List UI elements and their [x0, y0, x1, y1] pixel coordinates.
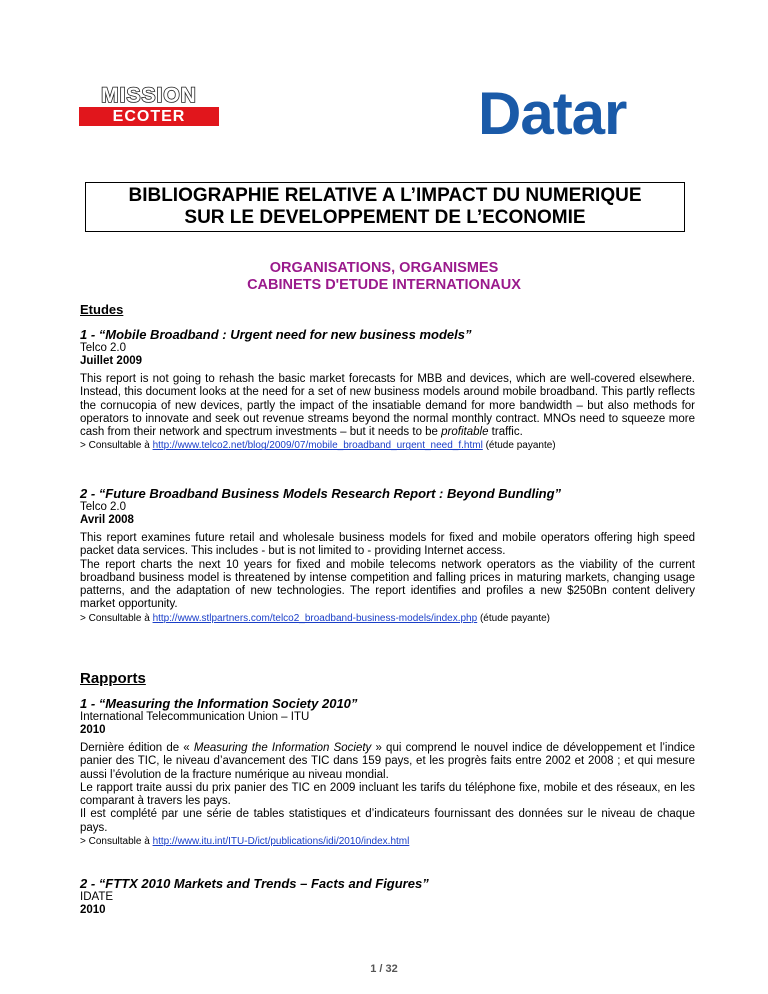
section-heading-line-2: CABINETS D'ETUDE INTERNATIONAUX [247, 277, 521, 293]
rapport-2-publisher: IDATE [80, 891, 114, 903]
datar-logo: Datar [478, 80, 627, 147]
title-line-1: BIBLIOGRAPHIE RELATIVE A L’IMPACT DU NUMERIQUE [128, 185, 642, 206]
etude-2-publisher: Telco 2.0 [80, 501, 127, 513]
page-number: 1 / 32 [370, 963, 398, 975]
etude-2-link[interactable]: http://www.stlpartners.com/telco2_broadband-business-models/index.php [152, 612, 478, 624]
etude-item-2 [80, 487, 695, 625]
rapport-1-date: 2010 [80, 724, 106, 736]
rapport-item-2 [80, 877, 695, 917]
etude-1-link[interactable]: http://www.telco2.net/blog/2009/07/mobile_broadband_urgent_need_f.html [152, 440, 483, 452]
rapport-1-link-line: > Consultable à http://www.itu.int/ITU-D/ict/publications/idi/2010/index.html [80, 836, 410, 848]
rapport-1-paragraph-1: Dernière édition de « Measuring the Information Society » qui comprend le nouvel indice de développement et l’indice panier des TIC, le niveau d’avancement des TIC dans 159 pays, et les progrès faits entre 2002 et 2008 ; et qui mesure aussi l’évolution de la fracture numérique au niveau mondial. [80, 742, 695, 781]
etude-2-date: Avril 2008 [80, 514, 134, 526]
section-heading-line-1: ORGANISATIONS, ORGANISMES [269, 260, 499, 276]
etude-2-paragraph-2: The report charts the next 10 years for fixed and mobile telecoms network operators as the viability of the current broadband business model is threatened by intense competition and falling prices in maturing markets, changing usage patterns, and the adaptation of new technologies. The report identifies and profiles a new $250Bn content delivery market opportunity. [80, 558, 695, 611]
etude-1-publisher: Telco 2.0 [80, 342, 127, 354]
mission-ecoter-logo [79, 86, 219, 126]
rapports-heading: Rapports [80, 670, 146, 687]
rapport-2-date: 2010 [80, 904, 106, 916]
rapport-2-title: 2 - “FTTX 2010 Markets and Trends – Facts and Figures” [80, 876, 429, 891]
etude-2-title: 2 - “Future Broadband Business Models Research Report : Beyond Bundling” [80, 486, 562, 501]
etude-1-link-line: > Consultable à http://www.telco2.net/blog/2009/07/mobile_broadband_urgent_need_f.html (étude payante) [80, 440, 556, 452]
etude-item-1 [80, 328, 695, 452]
title-line-2: SUR LE DEVELOPPEMENT DE L’ECONOMIE [184, 207, 586, 228]
rapport-1-title: 1 - “Measuring the Information Society 2010” [80, 696, 358, 711]
document-title [85, 182, 685, 232]
etude-1-description: This report is not going to rehash the basic market forecasts for MBB and devices, which are well-covered elsewhere. Instead, this document looks at the need for a set of new business models around mobile broadband. This partly reflects the cornucopia of new devices, partly the impact of the insatiable demand for more bandwidth – but also methods for operators to innovate and seek out revenue streams beyond the normal monthly contract. MNOs need to squeeze more cash from their network and spectrum investments – but it needs to be profitable traffic. [80, 373, 695, 439]
etude-1-date: Juillet 2009 [80, 355, 143, 367]
rapport-1-publisher: International Telecommunication Union – ITU [80, 711, 310, 723]
rapport-1-link[interactable]: http://www.itu.int/ITU-D/ict/publications/idi/2010/index.html [152, 836, 410, 848]
etude-2-paragraph-1: This report examines future retail and wholesale business models for fixed and mobile operators offering high speed packet data services. This includes - but is not limited to - providing Internet access. [80, 532, 695, 558]
rapport-1-paragraph-2: Le rapport traite aussi du prix panier des TIC en 2009 incluant les tarifs du téléphone fixe, mobile et des réseaux, en les comparant à travers les pays. [80, 781, 695, 808]
rapport-item-1 [80, 697, 695, 848]
mission-logo-text: MISSION [101, 84, 197, 107]
etude-2-link-line: > Consultable à http://www.stlpartners.com/telco2_broadband-business-models/index.php (étude payante) [80, 612, 551, 624]
etude-1-title: 1 - “Mobile Broadband : Urgent need for new business models” [80, 327, 472, 342]
ecoter-logo-text: ECOTER [79, 107, 219, 126]
rapport-1-paragraph-3: Il est complété par une série de tables statistiques et d’indicateurs fournissant des données sur le niveau de chaque pays. [80, 808, 695, 834]
etudes-heading: Etudes [80, 302, 124, 317]
